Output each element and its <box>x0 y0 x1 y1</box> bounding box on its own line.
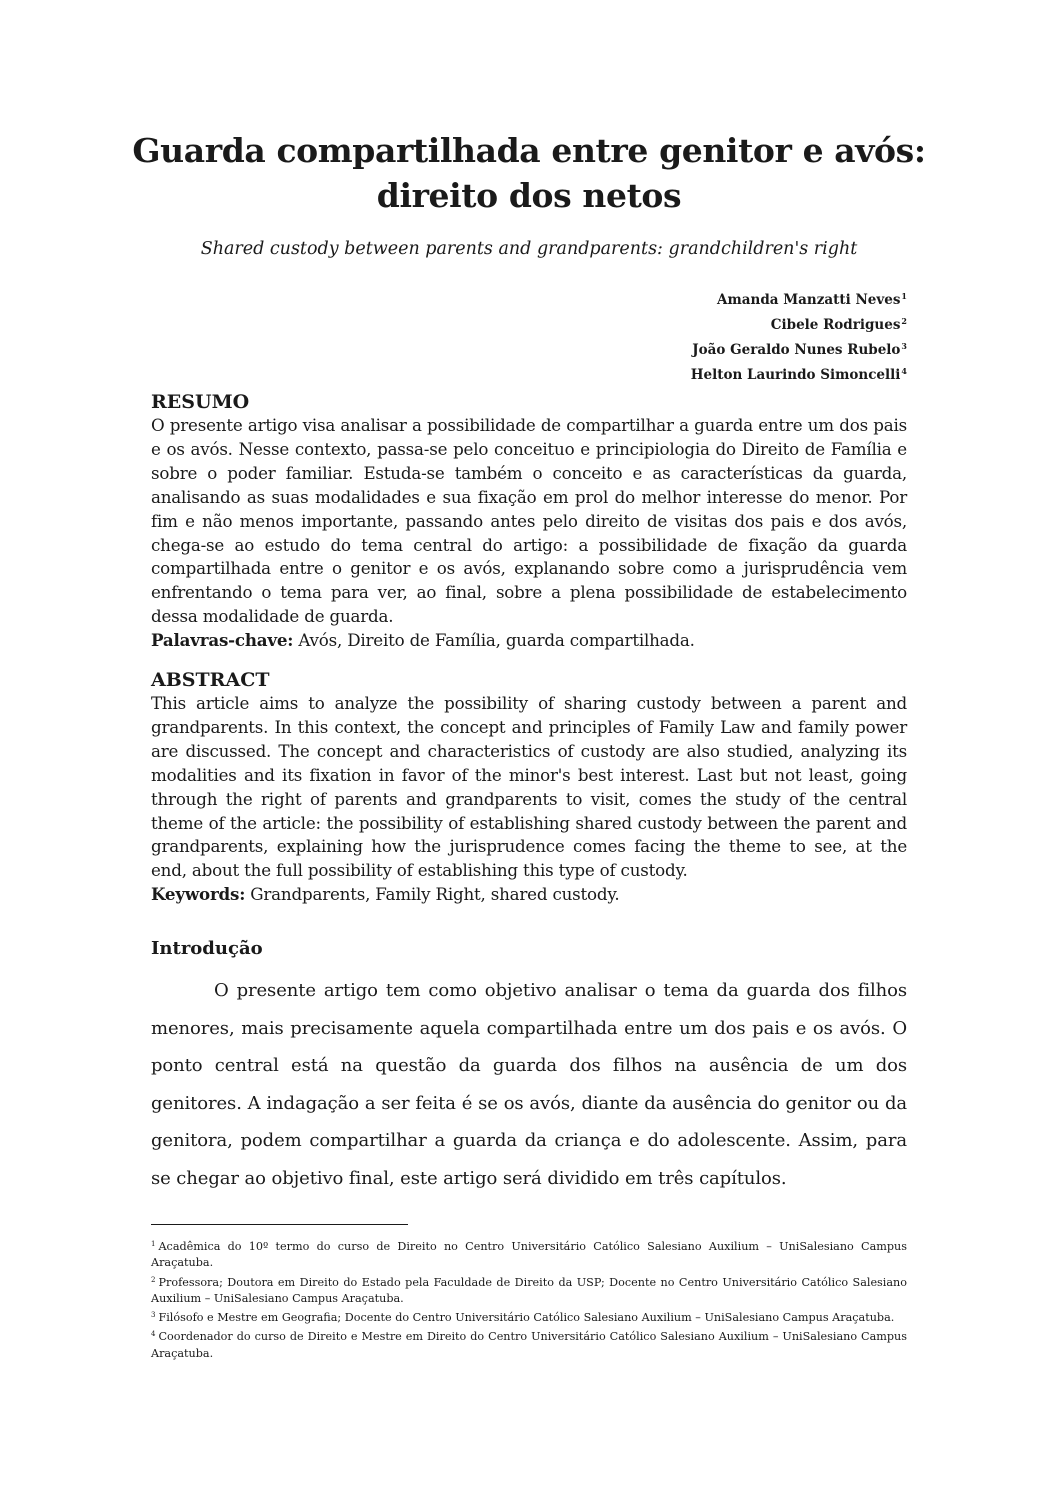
footnote <box>151 1307 907 1326</box>
author-name: Amanda Manzatti Neves <box>717 292 901 308</box>
abstract-body: This article aims to analyze the possibility of sharing custody between a parent and grandparents. In this context, the concept and principles of Family Law and family power are discussed. The concept and characteristics of custody are also studied, analyzing its modalities and its fixation in favor of the minor's best interest. Last but not least, going through the right of parents and grandparents to visit, comes the study of the central theme of the article: the possibility of establishing shared custody between the parent and grandparents, explaining how the jurisprudence comes facing the theme to see, at the end, about the full possibility of establishing this type of custody. <box>151 693 907 881</box>
author-name: Helton Laurindo Simoncelli <box>690 367 901 383</box>
footnote <box>151 1272 907 1308</box>
footnote-text: Coordenador do curso de Direito e Mestre em Direito do Centro Universitário Católico Salesiano Auxilium – UniSalesiano Campus Araçatuba. <box>151 1330 907 1360</box>
footnote-text: Filósofo e Mestre em Geografia; Docente do Centro Universitário Católico Salesiano Auxilium – UniSalesiano Campus Araçatuba. <box>158 1311 895 1325</box>
keywords-text: Avós, Direito de Família, guarda compartilhada. <box>293 630 695 651</box>
introduction-section <box>151 937 907 1197</box>
paper-title-line-1: Guarda compartilhada entre genitor e avós: <box>132 131 926 170</box>
author-name: João Geraldo Nunes Rubelo <box>692 342 901 358</box>
keywords-text: Grandparents, Family Right, shared custody. <box>245 884 620 905</box>
paper-subtitle: Shared custody between parents and grandparents: grandchildren's right <box>200 239 858 259</box>
footnote-mark: 3 <box>901 341 907 351</box>
introduction-body: O presente artigo tem como objetivo analisar o tema da guarda dos filhos menores, mais precisamente aquela compartilhada entre um dos pais e os avós. O ponto central está na questão da guarda dos filhos na ausência de um dos genitores. A indagação a ser feita é se os avós, diante da ausência do genitor ou da genitora, podem compartilhar a guarda da criança e do adolescente. Assim, para se chegar ao objetivo final, este artigo será dividido em três capítulos. <box>151 980 907 1189</box>
keywords-label: Palavras-chave: <box>151 630 294 651</box>
resumo-body: O presente artigo visa analisar a possibilidade de compartilhar a guarda entre um dos pais e os avós. Nesse contexto, passa-se pelo conceituo e principiologia do Direito de Família e sobre o poder familiar. Estuda-se também o conceito e as características da guarda, analisando as suas modalidades e sua fixação em prol do melhor interesse do menor. Por fim e não menos importante, passando antes pelo direito de visitas dos pais e dos avós, chega-se ao estudo do tema central do artigo: a possibilidade de fixação da guarda compartilhada entre o genitor e os avós, explanando sobre como a jurisprudência vem enfrentando o tema para ver, ao final, sobre a plena possibilidade de estabelecimento dessa modalidade de guarda. <box>151 415 907 627</box>
abstract-heading: ABSTRACT <box>151 669 270 691</box>
footnote-text: Acadêmica do 10º termo do curso de Direito no Centro Universitário Católico Salesiano Auxilium – UniSalesiano Campus Araçatuba. <box>151 1240 907 1270</box>
abstract-keywords <box>151 883 907 907</box>
footnote-separator <box>151 1224 408 1225</box>
footnote-mark: 2 <box>151 1275 156 1284</box>
footnote-mark: 4 <box>901 366 907 376</box>
footnote <box>151 1326 907 1362</box>
footnotes <box>151 1236 907 1362</box>
resumo-section <box>151 390 907 653</box>
author-list <box>691 286 907 386</box>
footnote-text: Professora; Doutora em Direito do Estado pela Faculdade de Direito da USP; Docente no Centro Universitário Católico Salesiano Auxilium – UniSalesiano Campus Araçatuba. <box>151 1275 907 1305</box>
paper-title <box>100 128 958 218</box>
introduction-heading: Introdução <box>151 938 263 959</box>
footnote <box>151 1236 907 1272</box>
author-entry <box>691 311 907 336</box>
footnote-mark: 1 <box>901 291 907 301</box>
abstract-section <box>151 668 907 907</box>
keywords-label: Keywords: <box>151 884 246 905</box>
footnote-mark: 3 <box>151 1311 156 1320</box>
resumo-keywords <box>151 629 907 653</box>
footnote-mark: 1 <box>151 1240 156 1248</box>
author-entry <box>691 286 907 311</box>
footnote-mark: 2 <box>901 316 907 326</box>
author-entry <box>691 336 907 361</box>
author-name: Cibele Rodrigues <box>770 317 901 333</box>
footnote-mark: 4 <box>151 1330 156 1339</box>
paper-title-line-2: direito dos netos <box>376 176 682 215</box>
resumo-heading: RESUMO <box>151 391 250 413</box>
author-entry <box>691 361 907 386</box>
